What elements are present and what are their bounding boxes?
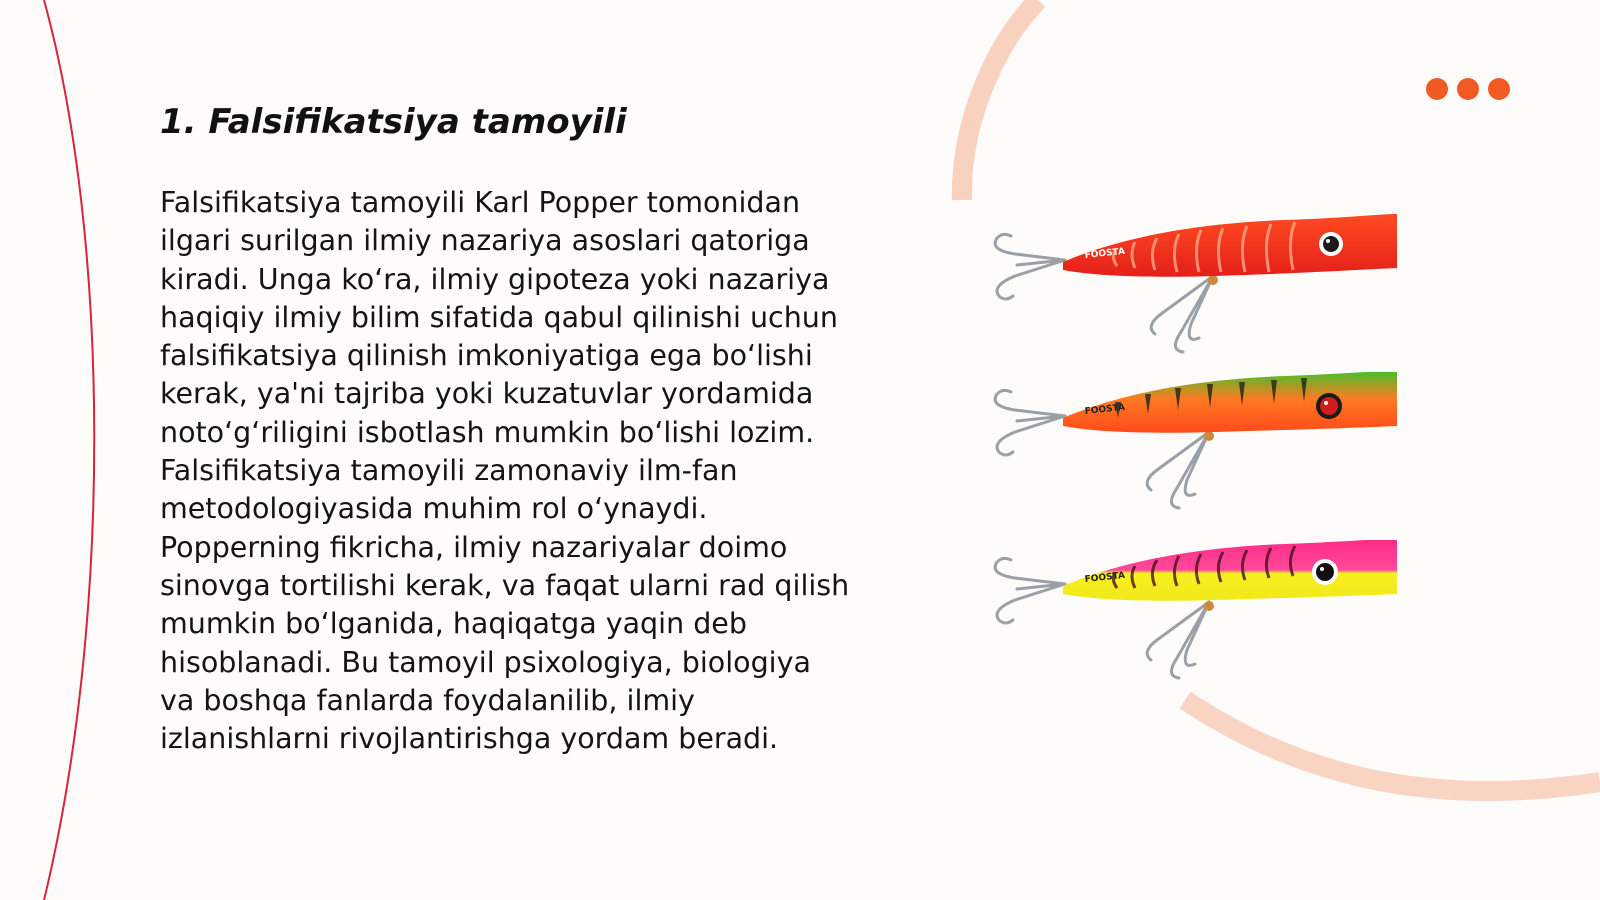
- dot: [1426, 78, 1448, 100]
- dot: [1488, 78, 1510, 100]
- bottom-arc: [1185, 700, 1600, 791]
- more-dots-icon: [1426, 78, 1516, 102]
- top-arc: [962, 0, 1038, 200]
- lure-brand-label: FOOSTA: [1084, 570, 1126, 585]
- fishing-lure-image-pink: [985, 540, 1405, 700]
- lure-brand-label: FOOSTA: [1084, 246, 1126, 261]
- slide-body-text: Falsifikatsiya tamoyili Karl Popper tomonidan ilgari surilgan ilmiy nazariya asoslari qatoriga kiradi. Unga ko‘ra, ilmiy gipoteza yoki nazariya haqiqiy ilmiy bilim sifatida qabul qilinishi uchun falsifikatsiya qilinish imkoniyatiga ega bo‘lishi kerak, ya'ni tajriba yoki kuzatuvlar yordamida noto‘g‘riligini isbotlash mumkin bo‘lishi lozim. Falsifikatsiya tamoyili zamonaviy ilm-fan metodologiyasida muhim rol o‘ynaydi. Popperning fikricha, ilmiy nazariyalar doimo sinovga tortilishi kerak, va faqat ularni rad qilish mumkin bo‘lganida, haqiqatga yaqin deb hisoblanadi. Bu tamoyil psixologiya, biologiya va boshqa fanlarda foydalanilib, ilmiy izlanishlarni rivojlantirishga yordam beradi.: [160, 186, 850, 756]
- slide-title: 1. Falsifikatsiya tamoyili: [160, 102, 627, 142]
- left-curve-line: [44, 0, 94, 900]
- fishing-lure-image-green: [985, 372, 1405, 532]
- fishing-lure-image-orange: [985, 210, 1405, 370]
- lure-brand-label: FOOSTA: [1084, 402, 1126, 417]
- dot: [1457, 78, 1479, 100]
